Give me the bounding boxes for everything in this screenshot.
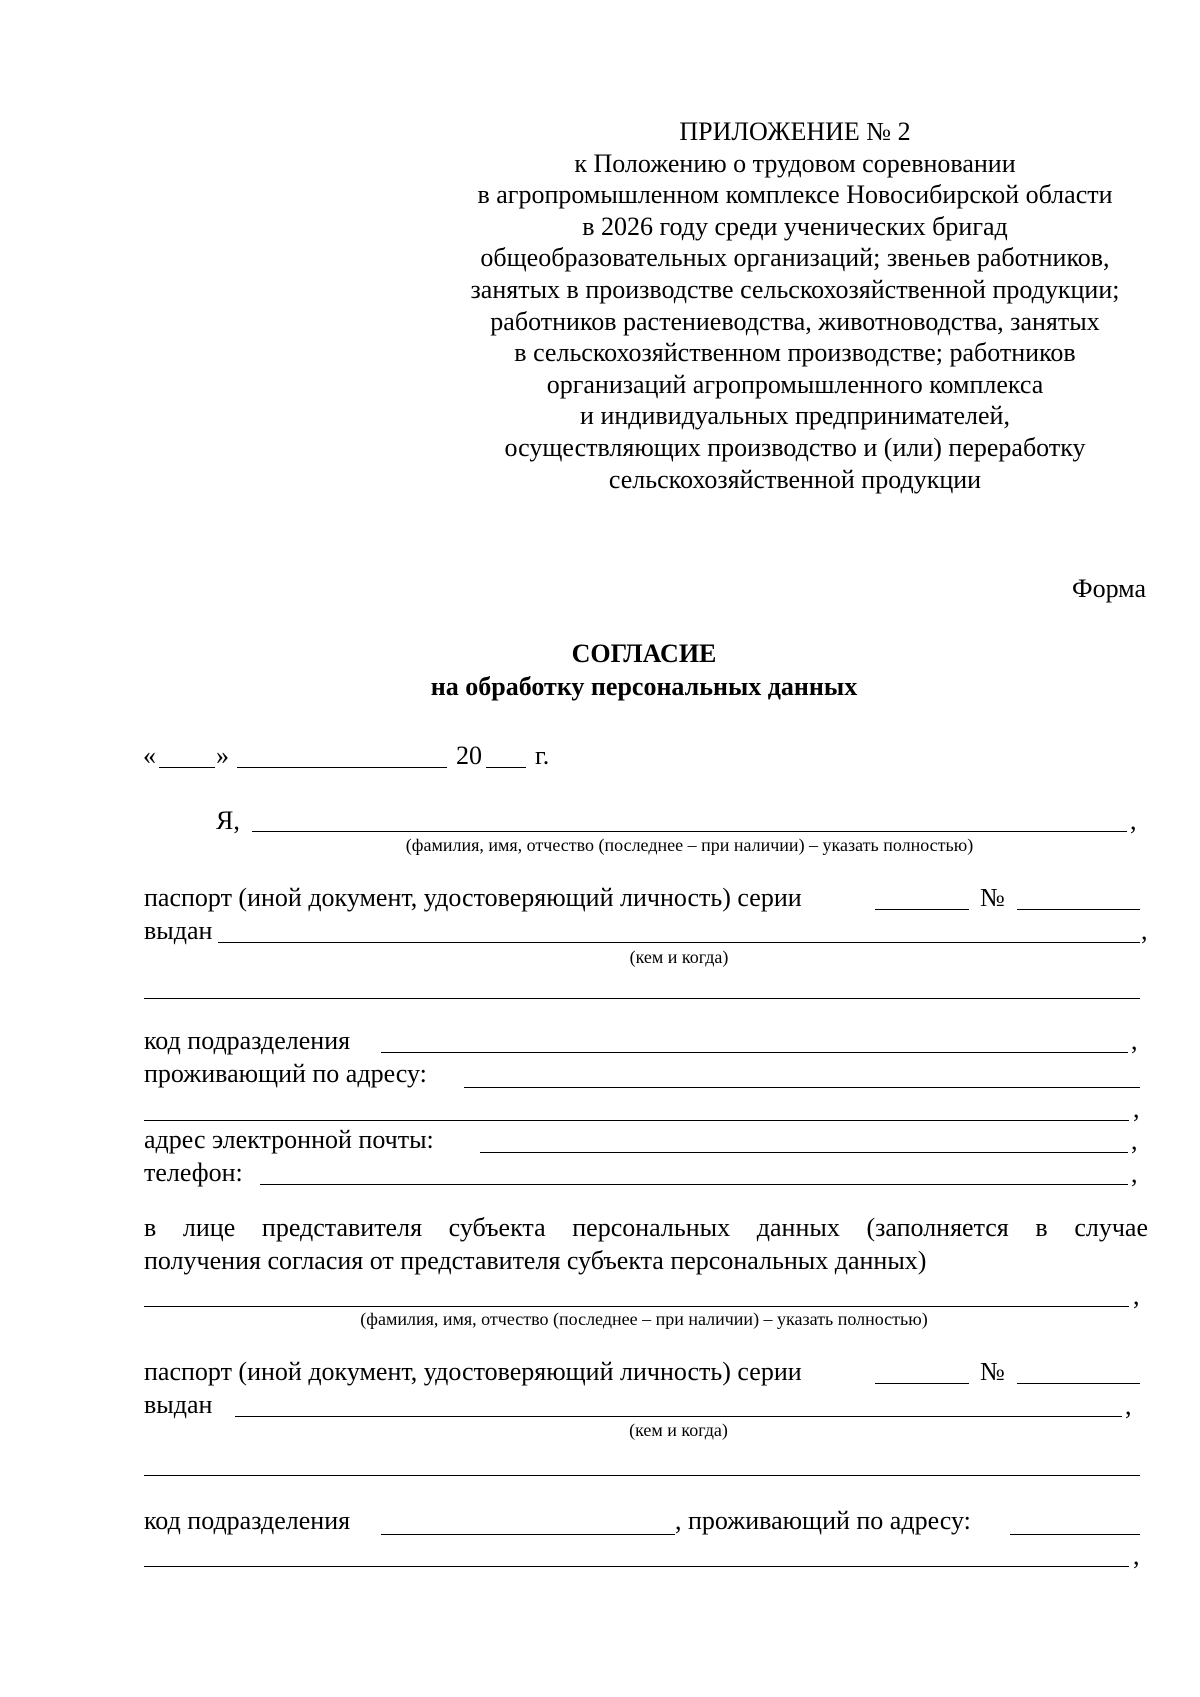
subject-address-field-2[interactable] (144, 1120, 1129, 1121)
representative-intro-line2: получения согласия от представителя субъекта персональных данных) (144, 1246, 927, 1275)
approval-line: к Положению о трудовом соревновании (574, 148, 1016, 178)
representative-issued-extra-field[interactable] (144, 1475, 1140, 1476)
subject-address-field[interactable] (464, 1087, 1140, 1088)
subject-phone-field[interactable] (260, 1184, 1128, 1185)
subject-issued-field[interactable] (218, 942, 1140, 943)
approval-line: в сельскохозяйственном производстве; работников (514, 338, 1076, 368)
subject-email-label: адрес электронной почты: (144, 1125, 434, 1154)
representative-passport-label: паспорт (иной документ, удостоверяющий личность) серии (144, 1357, 802, 1386)
subject-email-field[interactable] (480, 1152, 1128, 1153)
representative-address-field[interactable] (1010, 1534, 1140, 1535)
subject-division-code-field[interactable] (381, 1052, 1128, 1053)
subject-division-code-label: код подразделения (144, 1026, 351, 1055)
subject-passport-series-field[interactable] (875, 909, 969, 910)
subject-name-caption: (фамилия, имя, отчество (последнее – при наличии) – указать полностью) (405, 835, 974, 855)
subject-issued-label: выдан (144, 916, 213, 945)
date-close-quote: » (216, 741, 229, 770)
approval-line: ПРИЛОЖЕНИЕ № 2 (679, 117, 911, 146)
subject-passport-number-field[interactable] (1017, 909, 1140, 910)
representative-address-label: , проживающий по адресу: (675, 1506, 971, 1535)
approval-line: сельскохозяйственной продукции (608, 464, 982, 494)
date-day-blank[interactable] (159, 767, 215, 768)
approval-line: работников растениеводства, животноводства, занятых (490, 306, 1100, 336)
approval-line: в агропромышленном комплексе Новосибирской области (477, 180, 1113, 210)
representative-name-field[interactable] (144, 1306, 1129, 1307)
comma: , (1133, 1281, 1140, 1310)
approval-line: и индивидуальных предпринимателей, (580, 401, 1010, 431)
date-open-quote: « (143, 741, 156, 770)
date-year-prefix: 20 (456, 741, 482, 770)
comma: , (1131, 1159, 1138, 1188)
representative-division-code-field[interactable] (381, 1534, 675, 1535)
subject-address-label: проживающий по адресу: (144, 1059, 427, 1088)
comma: , (1131, 1026, 1138, 1055)
document-subtitle: на обработку персональных данных (430, 672, 858, 701)
comma: , (1141, 916, 1148, 945)
comma: , (1131, 1126, 1138, 1155)
subject-phone-label: телефон: (144, 1158, 243, 1187)
subject-i-label: Я, (216, 806, 240, 835)
approval-line: осуществляющих производство и (или) переработку (504, 432, 1086, 462)
subject-name-field[interactable] (252, 831, 1127, 832)
representative-issued-label: выдан (144, 1390, 213, 1419)
comma: , (1130, 806, 1137, 835)
representative-intro-line1: в лице представителя субъекта персональных данных (заполняется в случае (144, 1213, 1148, 1242)
comma: , (1125, 1391, 1132, 1420)
date-month-blank[interactable] (237, 767, 447, 768)
approval-line: организаций агропромышленного комплекса (546, 369, 1044, 399)
representative-issued-field[interactable] (235, 1416, 1122, 1417)
comma: , (1133, 1541, 1140, 1570)
subject-passport-label: паспорт (иной документ, удостоверяющий личность) серии (144, 883, 802, 912)
representative-division-code-label: код подразделения (144, 1506, 351, 1535)
approval-line: общеобразовательных организаций; звеньев работников, (480, 243, 1110, 273)
comma: , (1133, 1094, 1140, 1123)
approval-line: в 2026 году среди ученических бригад (582, 211, 1008, 241)
representative-issued-caption: (кем и когда) (629, 1420, 728, 1440)
representative-address-field-2[interactable] (144, 1566, 1129, 1567)
date-year-blank[interactable] (486, 767, 526, 768)
subject-issued-extra-field[interactable] (144, 998, 1140, 999)
representative-passport-series-field[interactable] (875, 1383, 969, 1384)
representative-passport-number-field[interactable] (1017, 1383, 1140, 1384)
subject-number-sign: № (980, 883, 1005, 912)
approval-block (395, 116, 1195, 495)
date-year-suffix: г. (535, 741, 550, 770)
representative-number-sign: № (980, 1357, 1005, 1386)
document-title: СОГЛАСИЕ (571, 639, 717, 668)
approval-line: занятых в производстве сельскохозяйственной продукции; (470, 274, 1120, 304)
form-label: Форма (1072, 574, 1146, 603)
subject-issued-caption: (кем и когда) (629, 947, 729, 967)
representative-name-caption: (фамилия, имя, отчество (последнее – при наличии) – указать полностью) (360, 1309, 928, 1329)
